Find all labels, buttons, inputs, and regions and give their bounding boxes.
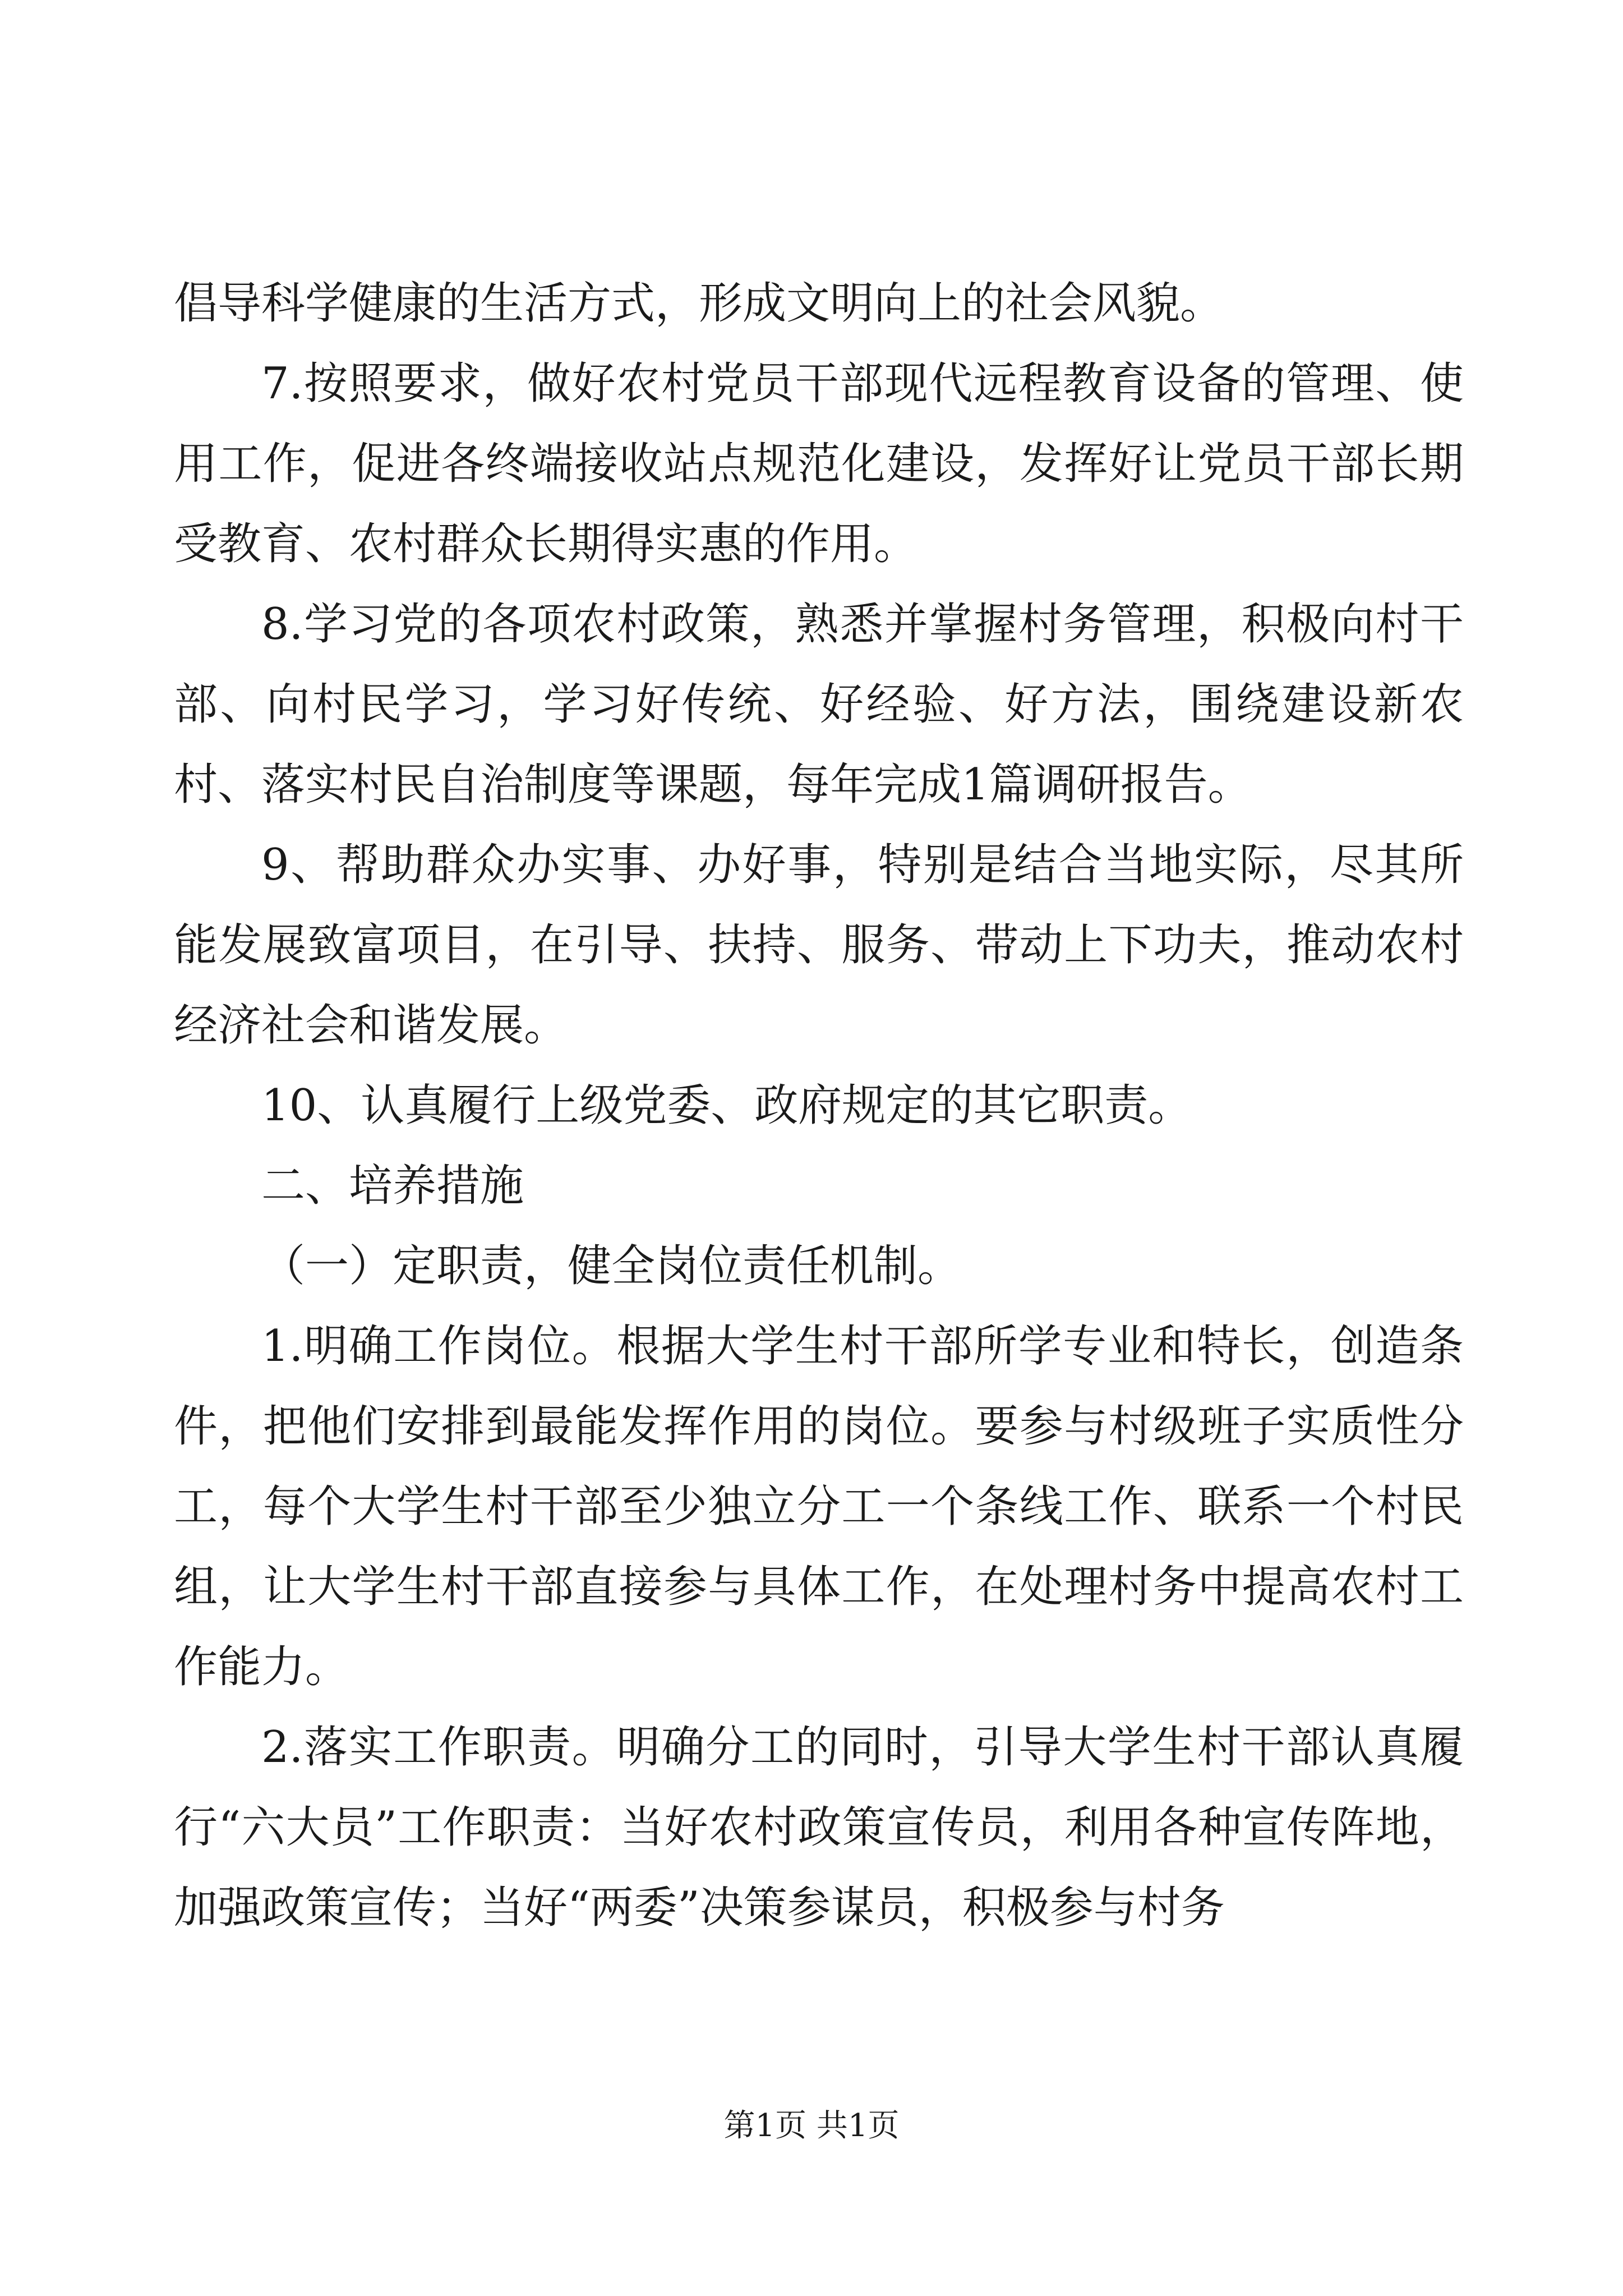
document-body xyxy=(174,264,1464,1948)
paragraph-work-positions: 1.明确工作岗位。根据大学生村干部所学专业和特长，创造条件，把他们安排到最能发挥作用的岗位。要参与村级班子实质性分工，每个大学生村干部至少独立分工一个条线工作、联系一个村民组，让大学生村干部直接参与具体工作，在处理村务中提高农村工作能力。 xyxy=(174,1321,1464,1692)
paragraph-work-responsibilities: 2.落实工作职责。明确分工的同时，引导大学生村干部认真履行“六大员”工作职责：当好农村政策宣传员，利用各种宣传阵地，加强政策宣传；当好“两委”决策参谋员，积极参与村务 xyxy=(174,1722,1464,1933)
paragraph-item-9: 9、帮助群众办实事、办好事，特别是结合当地实际，尽其所能发展致富项目，在引导、扶持、服务、带动上下功夫，推动农村经济社会和谐发展。 xyxy=(174,840,1464,1051)
page-footer: 第1页 共1页 xyxy=(723,2108,900,2144)
paragraph-item-8: 8.学习党的各项农村政策，熟悉并掌握村务管理，积极向村干部、向村民学习，学习好传统、好经验、好方法，围绕建设新农村、落实村民自治制度等课题，每年完成1篇调研报告。 xyxy=(174,599,1464,810)
paragraph-item-10: 10、认真履行上级党委、政府规定的其它职责。 xyxy=(261,1080,1192,1131)
paragraph-item-7: 7.按照要求，做好农村党员干部现代远程教育设备的管理、使用工作，促进各终端接收站点规范化建设，发挥好让党员干部长期受教育、农村群众长期得实惠的作用。 xyxy=(174,358,1464,569)
section-heading-measures: 二、培养措施 xyxy=(261,1161,524,1211)
subsection-heading-duties: （一）定职责，健全岗位责任机制。 xyxy=(261,1241,962,1291)
paragraph-continuation: 倡导科学健康的生活方式，形成文明向上的社会风貌。 xyxy=(174,278,1224,329)
